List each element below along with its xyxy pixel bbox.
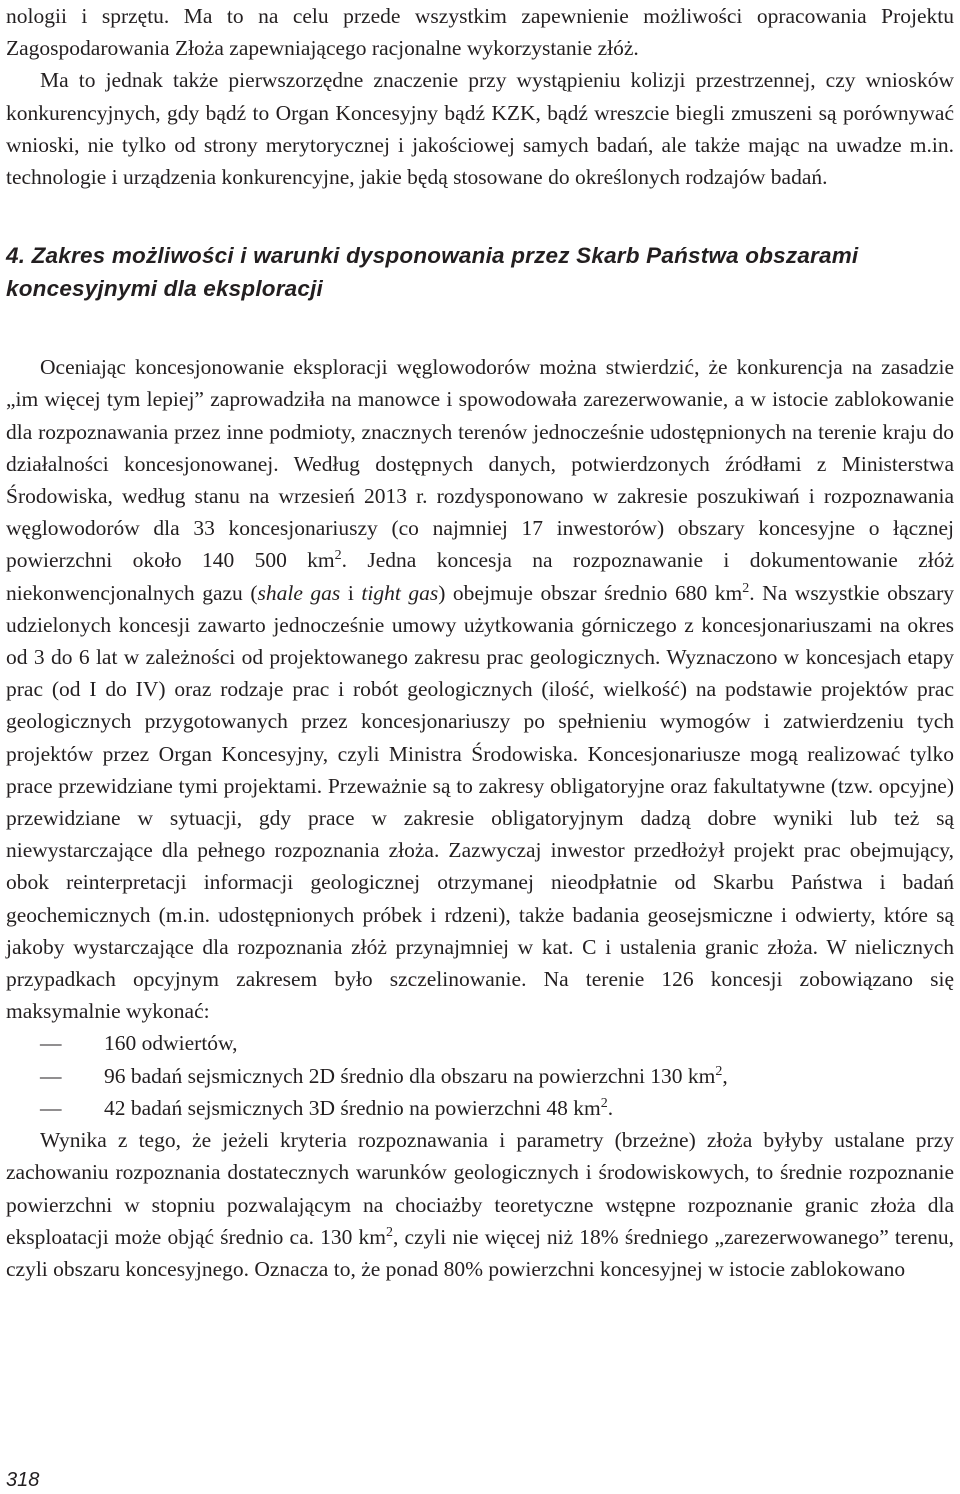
dash-bullet: —	[40, 1031, 62, 1056]
intro-text-part2: Ma to jednak także pierwszorzędne znaczenie przy wystąpieniu kolizji przestrzennej, czy wniosków konkurencyjnych, gdy bądź to Organ Koncesyjny bądź KZK, bądź wreszcie biegli zmuszeni są porównywać wnioski, nie tylko od strony merytorycznej i jakościowej samych badań, ale także mając na uwadze m.in. technologie i urządzenia konkurencyjne, jakie będą stosowane do określonych rodzajów badań.	[6, 68, 954, 190]
list-item	[6, 1092, 954, 1124]
list-item	[6, 1060, 954, 1092]
body-p1-b: . Jedna koncesja na rozpoznawanie i dokumentowanie złóż niekonwencjonalnych gazu (	[6, 548, 954, 605]
body-p1-d: ) obejmuje obszar średnio 680 km	[438, 580, 743, 605]
body-p1-e: . Na wszystkie obszary udzielonych koncesji zawarto jednocześnie umowy użytkowania górniczego z koncesjonariuszami na okres od 3 do 6 lat w zależności od projektowanego zakresu prac geologicznych. Wyznaczono w koncesjach etapy prac (od I do IV) oraz rodzaje prac i robót geologicznych (ilość, wielkość) na podstawie projektów prac geologicznych przygotowanych przez koncesjonariuszy po spełnieniu wymogów i zatwierdzeniu tych projektów przez Organ Koncesyjny, czyli Ministra Środowiska. Koncesjonariusze mogą realizować tylko prace przewidziane tymi projektami. Przeważnie są to zakresy obligatoryjne oraz fakultatywne (tzw. opcyjne) przewidziane w sytuacji, gdy prace w zakresie obligatoryjnym dadzą dobre wyniki lub też są niewystarczające dla pełnego rozpoznania złoża. Zazwyczaj inwestor przedłożył projekt prac obejmujący, obok reinterpretacji informacji geologicznej otrzymanej nieodpłatnie od Skarbu Państwa i badań geochemicznych (m.in. udostępnionych próbek i rdzeni), także badania geosejsmiczne i odwierty, które są jakoby wystarczające dla rozpoznania złóż przynajmniej w kat. C i ustalenia granic złoża. W nielicznych przypadkach opcyjnym zakresem było szczelinowanie. Na terenie 126 koncesji zobowiązano się maksymalnie wykonać:	[6, 580, 954, 1024]
body-p1-c: i	[340, 580, 362, 605]
list-item-text: 96 badań sejsmicznych 2D średnio dla obszaru na powierzchni 130 km	[104, 1063, 716, 1088]
body-p2-b: , czyli nie więcej niż 18% średniego „zarezerwowanego” terenu, czyli obszaru koncesyjnego. Oznacza to, że ponad 80% powierzchni koncesyjnej w istocie zablokowano	[6, 1224, 954, 1281]
list-item-text: 42 badań sejsmicznych 3D średnio na powierzchni 48 km	[104, 1095, 601, 1120]
intro-text-part1: nologii i sprzętu. Ma to na celu przede wszystkim zapewnienie możliwości opracowania Projektu Zagospodarowania Złoża zapewniającego racjonalne wykorzystanie złóż.	[6, 4, 954, 61]
section-body	[6, 351, 954, 1285]
section-heading-wrapper	[6, 239, 954, 305]
italic-tight-gas: tight gas	[361, 580, 439, 605]
body-paragraph-2	[6, 1124, 954, 1285]
work-scope-list	[6, 1027, 954, 1124]
superscript-km2: 2	[715, 1063, 723, 1079]
body-paragraph-1	[6, 351, 954, 1027]
body-p1-a: Oceniając koncesjonowanie eksploracji węglowodorów można stwierdzić, że konkurencja na zasadzie „im więcej tym lepiej” zaprowadziła na manowce i spowodowała zarezerwowanie, a w istocie zablokowanie dla rozpoznawania przez inne podmioty, znacznych terenów jednocześnie udostępnionych na terenie kraju do działalności koncesjonowanej. Według dostępnych danych, potwierdzonych źródłami z Ministerstwa Środowiska, według stanu na wrzesień 2013 r. rozdysponowano w zakresie poszukiwań i rozpoznawania węglowodorów dla 33 koncesjonariuszy (co najmniej 17 inwestorów) obszary koncesyjne o łącznej powierzchni około 140 500 km	[6, 355, 954, 573]
superscript-km2: 2	[742, 580, 750, 596]
dash-bullet: —	[40, 1063, 62, 1088]
list-item-tail: ,	[722, 1063, 728, 1088]
list-item-text: 160 odwiertów,	[104, 1031, 238, 1056]
dash-bullet: —	[40, 1095, 62, 1120]
body-p2-a: Wynika z tego, że jeżeli kryteria rozpoznawania i parametry (brzeżne) złoża byłyby ustalane przy zachowaniu rozpoznania dostatecznych warunków geologicznych i środowiskowych, to średnie rozpoznanie powierzchni w stopniu pozwalającym na chociażby teoretyczne wstępne rozpoznanie granic złoża dla eksploatacji może objąć średnio ca. 130 km	[6, 1128, 954, 1249]
italic-shale-gas: shale gas	[257, 580, 341, 605]
intro-paragraph-continued	[6, 0, 954, 64]
superscript-km2: 2	[334, 548, 342, 564]
section-heading: 4. Zakres możliwości i warunki dysponowania przez Skarb Państwa obszarami koncesyjnymi dla eksploracji	[6, 243, 859, 302]
superscript-km2: 2	[600, 1095, 608, 1111]
superscript-km2: 2	[385, 1224, 393, 1240]
list-item-tail: .	[607, 1095, 614, 1120]
page-number: 318	[6, 1469, 40, 1491]
intro-paragraph-second	[6, 64, 954, 193]
document-page	[6, 0, 954, 1285]
list-item	[6, 1027, 954, 1059]
